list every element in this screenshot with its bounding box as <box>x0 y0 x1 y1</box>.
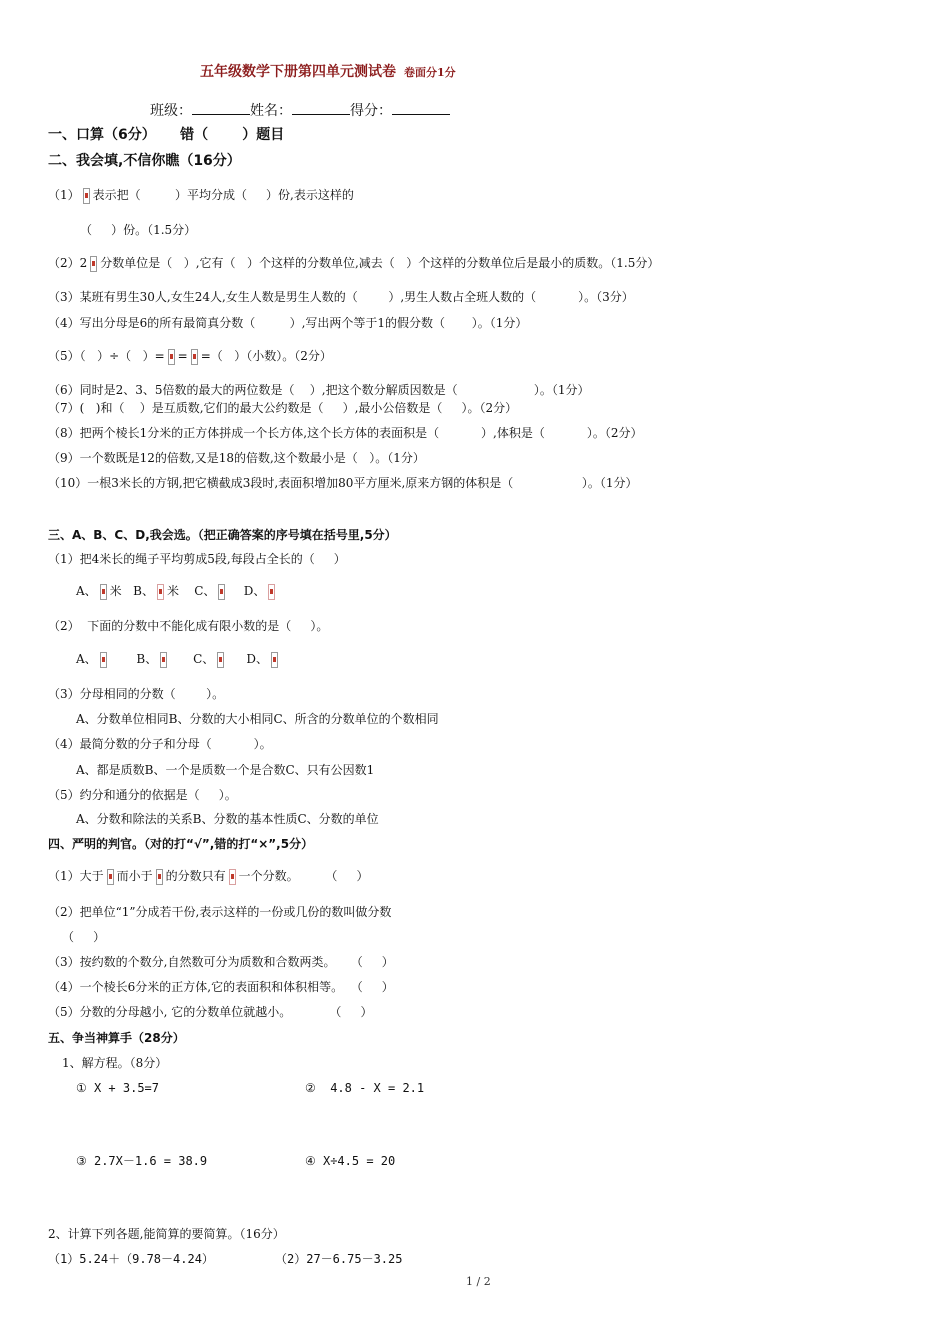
q2-1-line <box>48 187 354 204</box>
q3-2-options <box>76 651 281 668</box>
option-c: C、 <box>194 584 216 598</box>
fraction-image <box>191 349 198 365</box>
q2-5-part-c: =（ ）（小数）。（2分） <box>200 349 332 363</box>
calc-2: （2）27－6.75－3.25 <box>275 1252 403 1266</box>
q2-7-line: （7）( )和（ ）是互质数,它们的最大公约数是（ ）,最小公倍数是（ ）。（2分） <box>48 401 518 415</box>
option-d: D、 <box>246 652 268 666</box>
section-4-heading: 四、严明的判官。（对的打“√”,错的打“×”,5分） <box>48 837 314 851</box>
option-b: B、 <box>136 652 158 666</box>
q2-5-part-b: = <box>177 349 188 363</box>
q4-4-line: （4）一个棱长6分米的正方体,它的表面积和体积相等。 （ ） <box>48 980 394 994</box>
fraction-image <box>100 584 107 600</box>
q3-2-line: （2） 下面的分数中不能化成有限小数的是（ ）。 <box>48 619 329 633</box>
unit-text: 米 <box>109 584 122 598</box>
section-2-heading: 二、我会填,不信你瞧（16分） <box>48 153 241 169</box>
fraction-image <box>168 349 175 365</box>
option-a: A、 <box>76 652 97 666</box>
q2-1-number: （1） <box>48 188 80 202</box>
q3-5-line: （5）约分和通分的依据是（ ）。 <box>48 788 237 802</box>
q2-5-part-a: （5）（ ）÷（ ）= <box>48 349 165 363</box>
score-blank[interactable] <box>392 101 450 115</box>
class-label: 班级： <box>150 103 192 119</box>
option-a: A、 <box>76 584 97 598</box>
page-title <box>200 64 456 81</box>
q5-part2-heading: 2、计算下列各题,能简算的要简算。（16分） <box>48 1227 285 1241</box>
fraction-image <box>268 584 275 600</box>
q4-1-line <box>48 868 368 885</box>
q3-4-line: （4）最简分数的分子和分母（ ）。 <box>48 737 272 751</box>
fraction-image <box>229 869 236 885</box>
q4-1-part-a: （1）大于 <box>48 869 104 883</box>
equation-3: ③ 2.7X－1.6 = 38.9 <box>76 1154 208 1168</box>
q3-3-line: （3）分母相同的分数（ ）。 <box>48 687 225 701</box>
equation-2: ② 4.8 - X = 2.1 <box>305 1081 425 1095</box>
q2-1-text: 表示把（ ）平均分成（ ）份,表示这样的 <box>92 188 354 202</box>
calc-1: （1）5.24＋（9.78－4.24） <box>48 1252 214 1266</box>
q2-4-line: （4）写出分母是6的所有最简真分数（ ）,写出两个等于1的假分数（ ）。（1分） <box>48 316 528 330</box>
fraction-image <box>271 652 278 668</box>
equation-1: ① X + 3.5=7 <box>76 1081 160 1095</box>
name-blank[interactable] <box>292 101 350 115</box>
q4-1-part-b: 而小于 <box>116 869 153 883</box>
q2-3-line: （3）某班有男生30人,女生24人,女生人数是男生人数的（ ）,男生人数占全班人数的（ ）。（3分） <box>48 290 634 304</box>
title-note: 卷面分1分 <box>404 66 456 79</box>
fraction-image <box>90 256 97 272</box>
q3-5-options: A、分数和除法的关系B、分数的基本性质C、分数的单位 <box>76 812 379 826</box>
q2-1-line2: （ ）份。（1.5分） <box>80 223 197 237</box>
class-blank[interactable] <box>192 101 250 115</box>
q2-9-line: （9）一个数既是12的倍数,又是18的倍数,这个数最小是（ ）。（1分） <box>48 451 425 465</box>
fraction-image <box>160 652 167 668</box>
page-number: 1 / 2 <box>466 1275 491 1288</box>
q2-2-number: （2）2 <box>48 256 88 270</box>
section-5-heading: 五、争当神算手（28分） <box>48 1031 185 1045</box>
fraction-image <box>107 869 114 885</box>
q3-1-line: （1）把4米长的绳子平均剪成5段,每段占全长的（ ） <box>48 552 346 566</box>
option-d: D、 <box>243 584 266 598</box>
q4-1-part-d: 一个分数。 （ ） <box>238 869 369 883</box>
option-b: B、 <box>133 584 154 598</box>
q3-4-options: A、都是质数B、一个是质数一个是合数C、只有公因数1 <box>76 763 375 777</box>
q2-6-line: （6）同时是2、3、5倍数的最大的两位数是（ ）,把这个数分解质因数是（ ）。（1分） <box>48 383 590 397</box>
q2-2-text: 分数单位是（ ）,它有（ ）个这样的分数单位,减去（ ）个这样的分数单位后是最小的质数。（1.5分） <box>100 256 660 270</box>
title-text: 五年级数学下册第四单元测试卷 <box>200 64 396 80</box>
unit-text: 米 <box>166 584 179 598</box>
score-label: 得分： <box>350 103 392 119</box>
equation-4: ④ X÷4.5 = 20 <box>305 1154 396 1168</box>
q3-1-options <box>76 583 278 600</box>
q2-2-line <box>48 255 659 272</box>
fraction-image <box>218 584 225 600</box>
q4-3-line: （3）按约数的个数分,自然数可分为质数和合数两类。 （ ） <box>48 955 394 969</box>
q4-1-part-c: 的分数只有 <box>165 869 226 883</box>
fraction-image <box>217 652 224 668</box>
option-c: C、 <box>193 652 215 666</box>
q3-3-options: A、分数单位相同B、分数的大小相同C、所含的分数单位的个数相同 <box>76 712 439 726</box>
section-1-heading: 一、口算（6分） 错（ ）题目 <box>48 127 285 143</box>
section-3-heading: 三、A、B、C、D,我会选。（把正确答案的序号填在括号里,5分） <box>48 528 397 542</box>
fraction-image <box>83 188 90 204</box>
q4-5-line: （5）分数的分母越小, 它的分数单位就越小。 （ ） <box>48 1005 373 1019</box>
q2-8-line: （8）把两个棱长1分米的正方体拼成一个长方体,这个长方体的表面积是（ ）,体积是（ ）。（2分） <box>48 426 643 440</box>
name-label: 姓名： <box>250 103 292 119</box>
fraction-image <box>157 584 164 600</box>
q2-5-line <box>48 348 332 365</box>
q2-10-line: （10）一根3米长的方钢,把它横截成3段时,表面积增加80平方厘米,原来方钢的体积是（ ）。（1分） <box>48 476 638 490</box>
q4-2-line: （2）把单位“1”分成若干份,表示这样的一份或几份的数叫做分数 <box>48 905 392 919</box>
fraction-image <box>156 869 163 885</box>
fraction-image <box>100 652 107 668</box>
student-info-line <box>150 101 450 119</box>
q5-part1-heading: 1、解方程。（8分） <box>62 1056 168 1070</box>
q4-2-answer: （ ） <box>62 930 106 944</box>
